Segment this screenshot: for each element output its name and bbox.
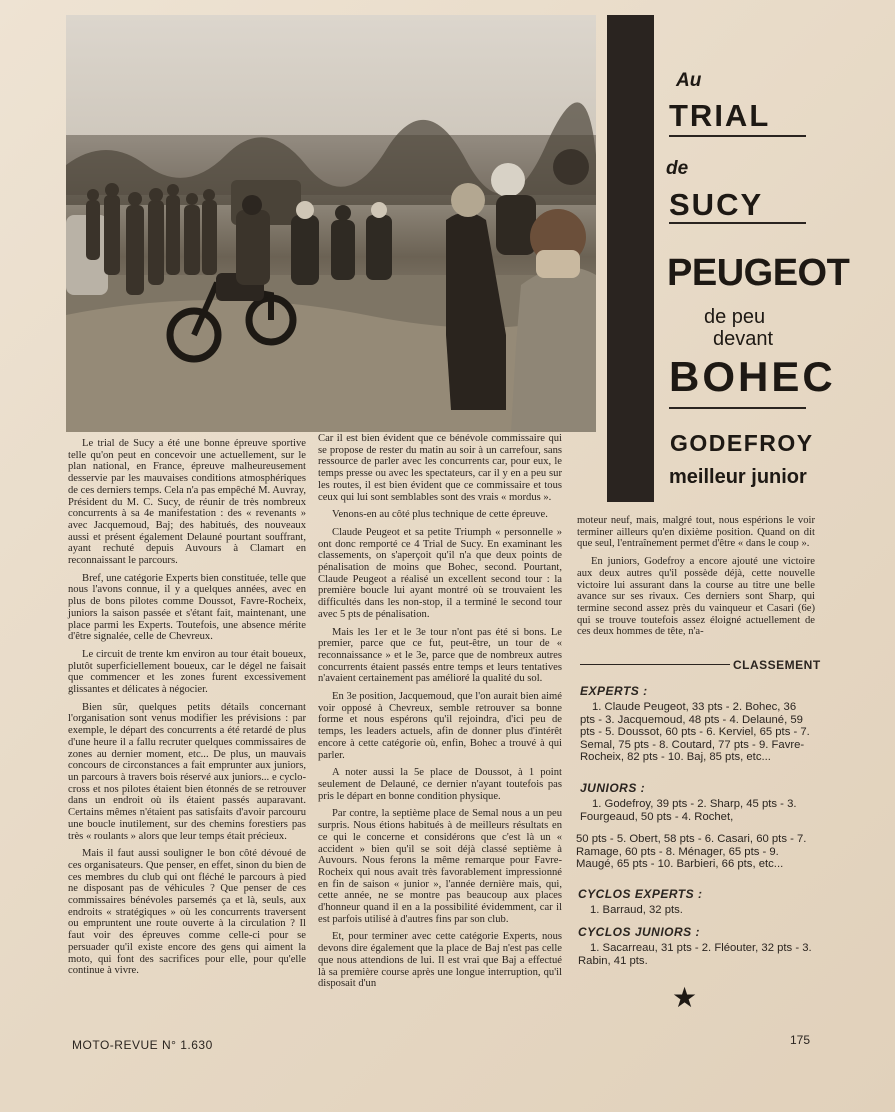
- paragraph: Par contre, la septième place de Semal nous a un peu surpris. Nous étions habitués à de meilleurs résultats en ce qui le concerne et considérons que c'est là un « accident » bien qu'il se soit déjà classé septième à Auvours. Nous ferons la même remarque pour Favre-Rocheix qui nous avait très favorablement impressionné en fin de saison « junior », l'année dernière mais, qui, cette année, ne se montre pas beaucoup aux places d'honneur quand il en a la possibilité évidemment, car il est parfois utilisé à d'autres fins par son club.: [318, 808, 562, 925]
- header-side-bar: [607, 15, 654, 502]
- classement-title: CLASSEMENT: [733, 658, 821, 672]
- paragraph: Mais il faut aussi souligner le bon côté dévoué de ces organisateurs. Que penser, en effet, sinon du bien de ces membres du club qui ont fléché le parcours à pied ne disposant pas de véhicules ? Que penser de ces commissaires bénévoles parsemés ça et là, seuls, aux endroits « stratégiques » où les concurrents traversent ou empruntent une route ouverte à la circulation ? Il faut voir des épreuves comme celle-ci pour se persuader qu'il existe encore des gens qui aiment la moto, qui font des sacrifices pour elle, pour qu'elle continue à vivre.: [68, 848, 306, 977]
- experts-title: EXPERTS :: [580, 684, 648, 698]
- paragraph: Bref, une catégorie Experts bien constituée, telle que nous l'avons connue, il y a quelques années, avec en plus de bons pilotes comme Doussot, Favre-Rocheix, juniors la saison passée et s'étant fait, maintenant, une place parmi les Experts. Toutefois, une absence mérite d'être signalée, celle de Chevreux.: [68, 572, 306, 643]
- heading-meilleur-junior: meilleur junior: [669, 466, 807, 488]
- juniors-results-a: 1. Godefroy, 39 pts - 2. Sharp, 45 pts - 3. Fourgeaud, 50 pts - 4. Rochet,: [580, 798, 797, 823]
- heading-godefroy: GODEFROY: [670, 430, 814, 456]
- paragraph: Et, pour terminer avec cette catégorie Experts, nous devons dire également que la place de Baj n'est pas celle que nous attendions de lui. Il est vrai que Baj a effectué là sa première course après une longue interruption, qu'il disposait d'un: [318, 931, 562, 990]
- trial-photo: [66, 15, 596, 432]
- juniors-results-b: 50 pts - 5. Obert, 58 pts - 6. Casari, 60 pts - 7. Ramage, 60 pts - 8. Ménager, 65 pts - 9. Maugé, 65 pts - 10. Barbieri, 66 pts, etc...: [576, 833, 807, 871]
- paragraph: Le trial de Sucy a été une bonne épreuve sportive telle qu'on peut en concevoir une actuellement, sur le plan national, en France, épreuve malheureusement desservie par les mauvaises conditions atmosphériques de ces derniers temps. Cela n'a pas empêché M. Auvray, Président du M. C. Sucy, de réunir de très nombreux concurrents à sa 4e manifestation : des « revenants » avec Jacquemoud, Baj; des habitués, des nouveaux aussi et présent également Delauné pourtant souffrant, ayant rechuté depuis Auvours à Clamart en reconnaissant le parcours.: [68, 438, 306, 567]
- article-column-1: [68, 438, 306, 1038]
- paragraph: Bien sûr, quelques petits détails concernant l'organisation sont venus modifier les prévisions : par exemple, le départ des concurrents a été retardé de plus d'une heure il a fallu recruter quelques commissaires de zones au dernier moment, etc... De plus, un mauvais concours de circonstances a fait emprunter aux juniors, un parcours à travers bois réservé aux juniors... e cyclo-cross et nos pilotes étaient bien étonnés de se retrouver dans un endroit où ils étaient passés auparavant. Certains mêmes n'étaient pas satisfaits d'avoir parcouru une boucle inutilement, sur des chemins forestiers pas très « roulants » alors que leur temps était précieux.: [68, 701, 306, 842]
- cyclos-experts-title: CYCLOS EXPERTS :: [578, 887, 703, 901]
- heading-peugeot: PEUGEOT: [667, 252, 850, 294]
- cyclos-juniors-results: 1. Sacarreau, 31 pts - 2. Fléouter, 32 pts - 3. Rabin, 41 pts.: [578, 942, 812, 967]
- heading-de: de: [666, 158, 689, 179]
- heading-rule-3: [669, 407, 806, 409]
- heading-sucy: SUCY: [669, 187, 764, 222]
- heading-rule-2: [669, 222, 806, 224]
- paragraph: Venons-en au côté plus technique de cette épreuve.: [332, 509, 548, 521]
- cyclos-experts-results: 1. Barraud, 32 pts.: [590, 904, 683, 916]
- paragraph: En juniors, Godefroy a encore ajouté une victoire aux deux autres qu'il possède déjà, cette nouvelle victoire lui assurant dans la course au titre une belle avance sur ses rivaux. Ces derniers sont Sharp, qui termine second assez près du vainqueur et Casari (6e) qui se trouve toutefois assez éloigné actuellement de ces deux hommes de tête, n'a-: [577, 556, 815, 638]
- cyclos-juniors-title: CYCLOS JUNIORS :: [578, 925, 701, 939]
- classement-rule: [580, 664, 730, 665]
- experts-results: 1. Claude Peugeot, 33 pts - 2. Bohec, 36 pts - 3. Jacquemoud, 48 pts - 4. Delauné, 59 pts - 5. Doussot, 60 pts - 6. Kerviel, 65 pts - 7. Semal, 75 pts - 8. Coutard, 77 pts - 9. Favre-Rocheix, 82 pts - 10. Baj, 85 pts, etc...: [580, 701, 810, 764]
- heading-trial: TRIAL: [669, 98, 771, 133]
- paragraph: Claude Peugeot et sa petite Triumph « personnelle » ont donc remporté ce 4 Trial de Sucy. En examinant les classements, on s'aperçoit qu'il n'a que deux points de pénalisation de moins que Bohec, second. Pourtant, Claude Peugeot a réalisé un excellent second tour : la première boucle lui ayant montré où se trouvaient les difficultés dans les non-stop, il a terminé le second tour avec 5 pts de pénalisation.: [318, 526, 562, 620]
- paragraph: moteur neuf, mais, malgré tout, nous espérions le voir terminer ailleurs qu'en dixième position. Quand on dit que seul, l'entraînement permet d'être « dans le coup ».: [577, 515, 815, 550]
- heading-rule-1: [669, 135, 806, 137]
- publication-footer: MOTO-REVUE N° 1.630: [72, 1038, 213, 1052]
- paragraph: Mais les 1er et le 3e tour n'ont pas été si bons. Le premier, parce que ce fut, peut-être, un tour de « reconnaissance » et le 3e, parce que de nombreux autres concurrents étaient passés entre temps et leurs tentatives n'avaient certainement pas amélioré la qualité du sol.: [318, 626, 562, 685]
- end-star-icon: ★: [672, 981, 698, 1014]
- heading-bohec: BOHEC: [669, 353, 836, 400]
- heading-de-peu: de peu: [704, 306, 766, 328]
- paragraph: En 3e position, Jacquemoud, que l'on aurait bien aimé voir opposé à Chevreux, semble retrouver sa bonne forme et nous espérons qu'il rejoindra, d'ici peu de temps, les leaders actuels, afin de donner plus d'intérêt encore à cette catégorie où, enfin, Bohec a trouvé à qui parler.: [318, 691, 562, 761]
- paragraph: Car il est bien évident que ce bénévole commissaire qui se propose de rester du matin au soir à un carrefour, sans ressource de parler avec les concurrents car, pour eux, le temps presse ou avec les spectateurs, car il y en a peu sur les routes, il est bien évident que ce commissaire et tous ceux qui lui sont semblables sont des vrais « mordus ».: [318, 433, 562, 503]
- page-number: 175: [790, 1033, 811, 1047]
- paragraph: A noter aussi la 5e place de Doussot, à 1 point seulement de Delauné, ce dernier n'ayant toutefois pas pris le départ en bonne condition physique.: [318, 767, 562, 802]
- juniors-title: JUNIORS :: [580, 781, 646, 795]
- article-column-2: [318, 433, 562, 1038]
- heading-devant: devant: [713, 328, 774, 350]
- article-column-3: [577, 515, 815, 655]
- paragraph: Le circuit de trente km environ au tour était boueux, plutôt superficiellement boueux, car le dégel ne faisait que commencer et les zones furent excessivement glissantes et délicates à négocier.: [68, 648, 306, 696]
- heading-au: Au: [676, 70, 702, 91]
